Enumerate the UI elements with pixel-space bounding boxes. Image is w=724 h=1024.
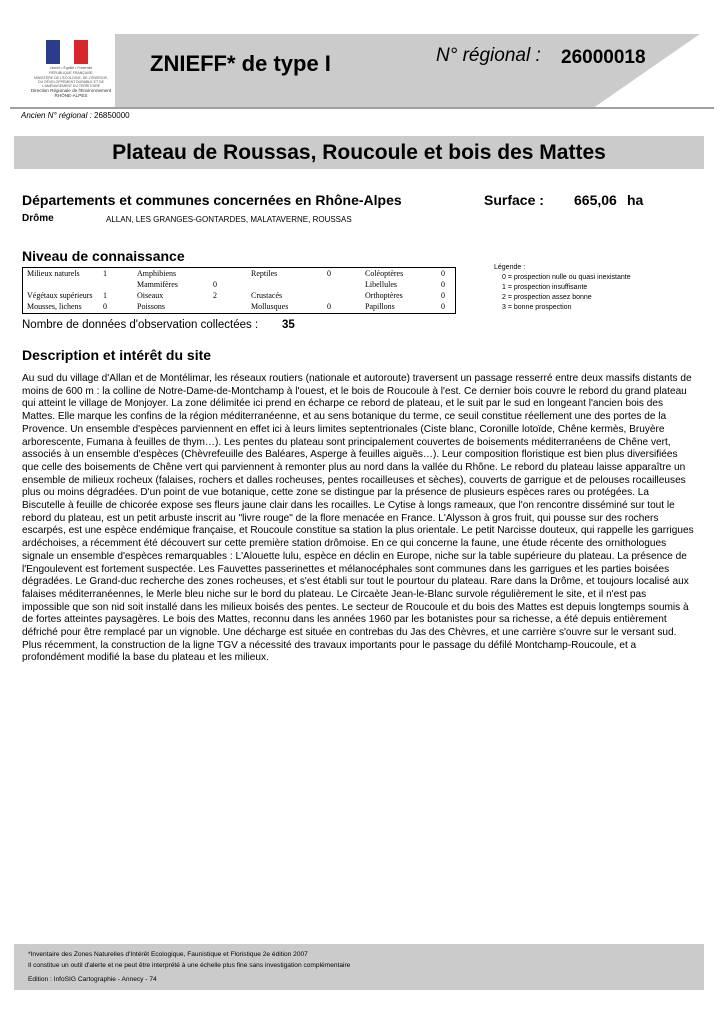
observation-count-value: 35 [282, 319, 295, 331]
table-cell: Oiseaux [137, 291, 164, 300]
table-cell: 0 [213, 280, 217, 289]
logo-republic: RÉPUBLIQUE FRANÇAISE [49, 71, 93, 75]
table-cell: 0 [441, 280, 445, 289]
table-cell: Orthoptères [365, 291, 403, 300]
logo-motto: Liberté • Égalité • Fraternité [49, 66, 93, 70]
niveau-heading: Niveau de connaissance [22, 248, 185, 264]
description-heading: Description et intérêt du site [22, 347, 212, 363]
footer-note: *Inventaire des Zones Naturelles d'Intérêt Ecologique, Faunistique et Floristique 2e édition 2007 [28, 951, 308, 958]
table-cell: 0 [327, 302, 331, 311]
table-cell: 0 [441, 302, 445, 311]
legend-title: Légende : [494, 264, 526, 271]
observation-count-label: Nombre de données d'observation collectées : [22, 319, 259, 331]
surface-unit: ha [627, 192, 644, 208]
table-cell: 0 [441, 269, 445, 278]
table-cell: Reptiles [251, 269, 278, 278]
table-cell: 2 [213, 291, 217, 300]
old-number-value: 26850000 [94, 111, 130, 120]
surface-value: 665,06 [574, 192, 617, 208]
table-cell: Crustacés [251, 291, 283, 300]
footer-disclaimer: Il constitue un outil d'alerte et ne peut être interprété à une échelle plus fine sans investigation complémentaire [28, 962, 351, 969]
old-number-label: Ancien N° régional : [21, 111, 92, 120]
legend-item: 0 = prospection nulle ou quasi inexistante [502, 274, 631, 281]
table-cell: 0 [327, 269, 331, 278]
legend-item: 1 = prospection insuffisante [502, 284, 588, 291]
table-cell: Mollusques [251, 302, 289, 311]
header-divider [10, 107, 714, 109]
departement-name: Drôme [22, 213, 54, 224]
page-title: ZNIEFF* de type I [150, 51, 331, 76]
table-cell: Libellules [365, 280, 397, 289]
table-cell: 0 [103, 302, 107, 311]
legend [494, 263, 631, 313]
table-cell: Poissons [137, 302, 166, 311]
table-cell: Amphibiens [137, 269, 177, 278]
site-title: Plateau de Roussas, Roucoule et bois des Mattes [112, 141, 606, 164]
footer-edition: Edition : InfoSIG Cartographie - Annecy - 74 [28, 976, 157, 983]
table-cell: 0 [441, 291, 445, 300]
old-regional-number [21, 111, 130, 120]
logo-direction: Direction Régionale de l'Environnement RHÔNE-ALPES [30, 88, 112, 99]
table-cell: Mammifères [137, 280, 178, 289]
table-cell: Coléoptères [365, 269, 404, 278]
surface-label: Surface : [484, 192, 544, 208]
table-cell: 1 [103, 269, 107, 278]
departements-heading: Départements et communes concernées en Rhône-Alpes [22, 192, 402, 208]
regional-number-label: N° régional : [436, 45, 541, 66]
niveau-table [22, 267, 456, 314]
table-cell: Papillons [365, 302, 395, 311]
table-cell: 1 [103, 291, 107, 300]
table-cell: Milieux naturels [27, 269, 80, 278]
logo-ministry: MINISTÈRE DE L'ÉCOLOGIE, DE L'ÉNERGIE, DU DÉVELOPPEMENT DURABLE ET DE L'AMÉNAGEMENT DU TERRITOIRE [34, 76, 108, 88]
french-flag-icon [46, 40, 88, 64]
legend-item: 3 = bonne prospection [502, 304, 572, 311]
table-cell: Végétaux supérieurs [27, 291, 93, 300]
communes-list: ALLAN, LES GRANGES-GONTARDES, MALATAVERNE, ROUSSAS [106, 215, 352, 224]
legend-item: 2 = prospection assez bonne [502, 294, 592, 301]
table-cell: Mousses, lichens [27, 302, 82, 311]
ministry-logo [28, 36, 114, 108]
description-text: Au sud du village d'Allan et de Montélimar, les réseaux routiers (nationale et autoroute) traversent un passage resserré entre deux massifs distants de moins de 600 m : la colline de Notre-Dame-de-Montchamp à l'ouest, et le bois de Roucoule à l'est. Ce dernier bois couvre le rebord du grand plateau qui atteint le village de Monjoyer. La zone délimitée ici prend en écharpe ce rebord de plateau, et le suit par le sud en longeant l'ancien bois des Mattes. Elle marque les confins de la région méditerranéenne, et au sens botanique du terme, ce seuil constitue réellement une des portes de la Provence. Un ensemble d'espèces parviennent en effet ici à leurs limites septentrionales (Ciste blanc, Coronille lotoïde, Chêne kermès, Bruyère arborescente, Fumana à feuilles de thym…). Les pentes du plateau sont principalement couvertes de boisements méditerranéens de Chêne vert, associés à un ensemble d'espèces (Chèvrefeuille des Baléares, Asperge à feuilles aiguës…). Leur composition floristique est bien plus diversifiées que celle des boisements de Chêne vert qui parviennent à remonter plus au nord dans la vallée du Rhône. Le rebord du plateau laisse apparaître un ensemble de milieux rocheux (falaises, rochers et dalles rocheuses, pentes rocailleuses et sèches), couverts de garrigue et de pelouses rocailleuses plus ou moins dégradées. D'un point de vue botanique, cette zone se distingue par la présence de plusieurs espèces rares ou protégées. La Biscutelle à feuille de chicorée expose ses fleurs jaune clair dans les rocailles. Le Cytise à longs rameaux, que l'on rencontre disséminé sur tout le rebord du plateau, est un petit arbuste inscrit au "livre rouge" de la flore menacée en France. L'Alysson à gros fruit, qui pousse sur des rochers escarpés, est une espèce endémique française, et Roucoule constitue sa station la plus orientale. Le petit Narcisse douteux, qui rappelle les garrigues ardéchoises, a récemment été découvert sur cette première station drômoise. En ce qui concerne la faune, une étude récente des ornithologues signale un ensemble d'espèces remarquables : L'Alouette lulu, espèce en déclin en Europe, niche sur la table supérieure du plateau. La présence de l'Engoulevent est fortement suspectée. Les Fauvettes passerinettes et mélanocéphales sont communes dans les garrigues et les parties boisées dégradées. Le Grand-duc recherche des zones rocheuses, et s'est établi sur tout le pourtour du plateau. Rare dans la Drôme, et toujours localisé aux falaises méditerranéennes, le Merle bleu niche sur le bord du plateau. Le Circaète Jean-le-Blanc survole régulièrement le site, et il n'est pas impossible que son nid soit installé dans les milieux boisés des pentes. Le secteur de Roucoule et du bois des Mattes est depuis longtemps soumis à de fortes atteintes paysagères. Le bois des Mattes, reconnu dans les années 1960 par les botanistes pour sa richesse, a été depuis entièrement défriché pour être remplacé par un vignoble. Une décharge est située en contrebas du Jas des Chèvres, et une carrière s'ouvre sur le versant sud. Plus récemment, la construction de la ligne TGV a nécessité des travaux importants pour le passage du défilé Montchamp-Roucoule, et a profondément modifié la base du plateau et les milieux. [22, 373, 694, 664]
regional-number: 26000018 [561, 47, 646, 68]
